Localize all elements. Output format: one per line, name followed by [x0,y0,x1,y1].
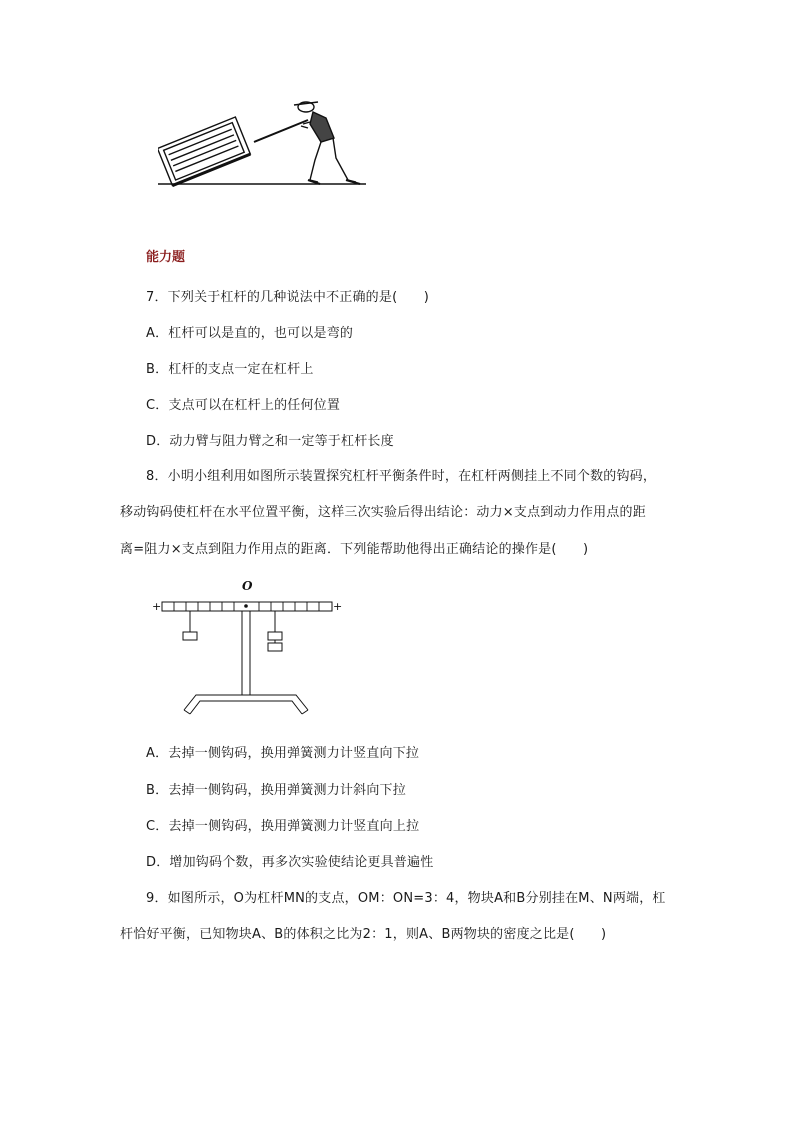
q9-stem-line-1: 9．如图所示，O为杠杆MN的支点，OM：ON=3：4，物块A和B分别挂在M、N两端，杠 [146,891,666,906]
q8-stem-line-2: 移动钩码使杠杆在水平位置平衡，这样三次实验后得出结论：动力×支点到动力作用点的距 [120,505,646,520]
q7-stem: 7．下列关于杠杆的几种说法中不正确的是( ) [146,290,430,305]
q8-stem-line-3: 离=阻力×支点到阻力作用点的距离．下列能帮助他得出正确结论的操作是( ) [120,542,589,557]
q8-option-d: D．增加钩码个数，再多次实验使结论更具普遍性 [146,855,434,870]
q9-stem-line-2: 杆恰好平衡，已知物块A、B的体积之比为2：1，则A、B两物块的密度之比是( ) [120,927,607,942]
q8-stem-line-1: 8．小明小组利用如图所示装置探究杠杆平衡条件时，在杠杆两侧挂上不同个数的钩码， [146,469,657,484]
svg-text:+: + [152,600,162,613]
q8-option-b: B．去掉一侧钩码，换用弹簧测力计斜向下拉 [146,783,406,798]
q8-option-a: A．去掉一侧钩码，换用弹簧测力计竖直向下拉 [146,746,420,761]
q8-option-c: C．去掉一侧钩码，换用弹簧测力计竖直向上拉 [146,819,420,834]
pivot-label: O [242,579,253,593]
q7-option-a: A．杠杆可以是直的，也可以是弯的 [146,326,354,341]
q7-option-b: B．杠杆的支点一定在杠杆上 [146,362,314,377]
lever-apparatus-figure [150,578,350,720]
q7-option-d: D．动力臂与阻力臂之和一定等于杠杆长度 [146,434,394,449]
section-title: 能力题 [146,250,186,265]
worker-lever-figure [158,98,368,188]
q7-option-c: C．支点可以在杠杆上的任何位置 [146,398,341,413]
svg-text:+: + [333,600,343,613]
